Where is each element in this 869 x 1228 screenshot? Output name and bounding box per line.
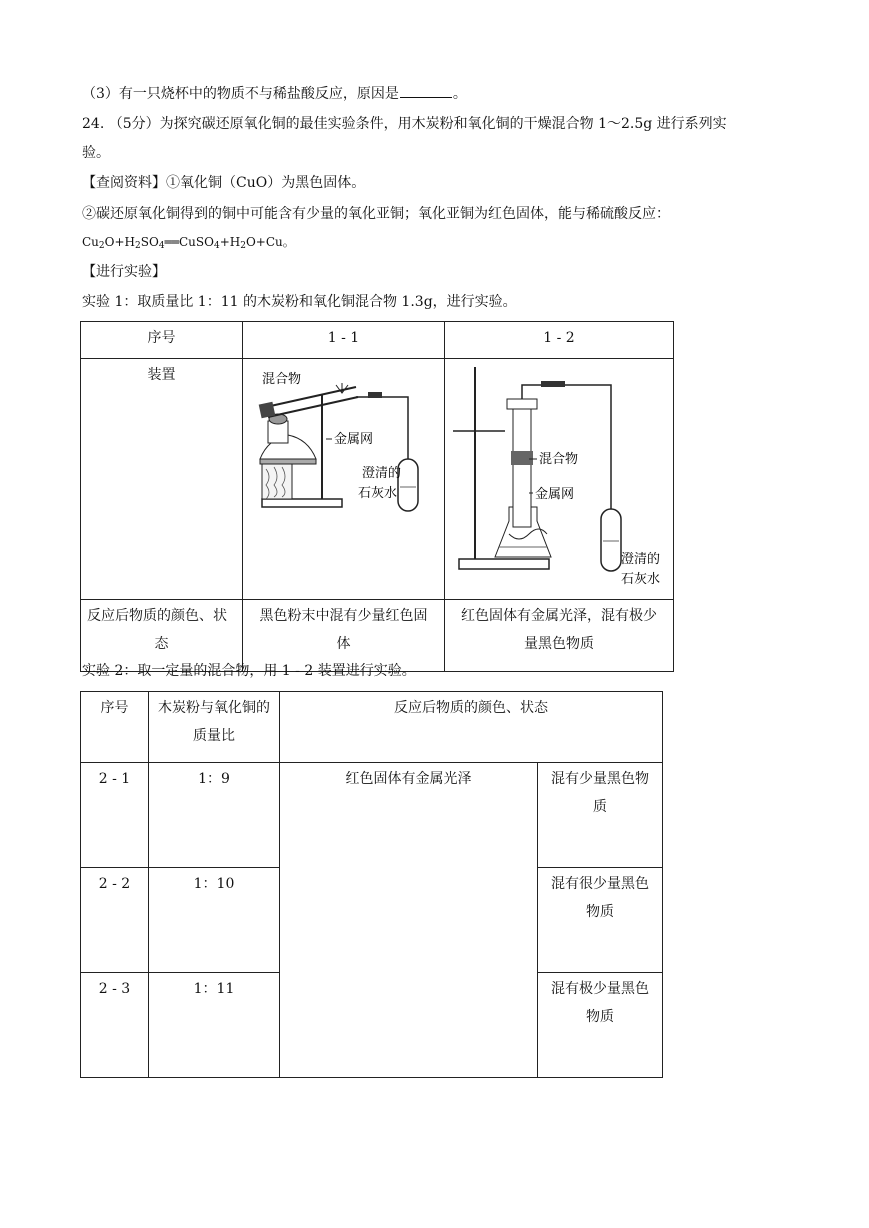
q23-item3 [82,83,467,104]
eq-part: O+H [104,235,136,249]
q23-item3-suffix: 。 [452,86,467,102]
table2-header-result: 反应后物质的颜色、状态 [280,692,663,763]
label-limewater-2: 石灰水 [621,572,661,587]
eq-sub: 4 [158,241,165,251]
table2-row-note-l2: 质 [593,799,607,815]
q24-exp2-intro: 实验 2：取一定量的混合物，用 1 - 2 装置进行实验。 [82,663,416,679]
eq-sub: 2 [240,241,246,251]
table2-row-id: 2 - 1 [81,763,149,868]
q23-item3-text: （3）有一只烧杯中的物质不与稀盐酸反应，原因是 [82,86,399,102]
table1-result-1-2 [445,600,674,672]
label-mixture: 混合物 [539,452,579,467]
table1-result-1-2-l1: 红色固体有金属光泽，混有极少 [461,608,657,624]
eq-part: +H [219,235,241,249]
label-metal-mesh: 金属网 [333,432,373,447]
eq-arrow: ══ [164,235,179,249]
table2-header-ratio [149,692,280,763]
table2-row-note-l1: 混有极少量黑色 [551,981,649,997]
eq-sub: 2 [98,241,105,251]
q24-info-line1: 【查阅资料】①氧化铜（CuO）为黑色固体。 [82,175,366,191]
eq-sub: 4 [213,241,220,251]
table1-result-label-l2: 态 [154,636,169,652]
table2-common-result: 红色固体有金属光泽 [280,763,538,1078]
label-limewater-2: 石灰水 [357,486,397,501]
q24-equation [82,232,295,256]
table1-result-label-l1: 反应后物质的颜色、状 [87,608,227,624]
eq-part: Cu [82,235,99,249]
apparatus-1-1-diagram [244,359,444,589]
eq-part: CuSO [179,235,214,249]
experiment2-table [80,691,663,1078]
table2-row-note [538,763,663,868]
experiment1-table [80,321,674,672]
table2-header-seq: 序号 [81,692,149,763]
apparatus-1-1 [243,359,445,600]
table1-header-1-2: 1 - 2 [445,322,674,359]
label-mixture: 混合物 [261,372,301,387]
table1-header-seq: 序号 [81,322,243,359]
answer-blank[interactable] [400,83,452,98]
label-limewater-1: 澄清的 [621,552,661,567]
table1-device-label: 装置 [81,359,243,600]
table1-result-1-1-l2: 体 [336,636,351,652]
table2-row-id: 2 - 3 [81,973,149,1078]
table2-row-note-l1: 混有很少量黑色 [551,876,649,892]
table1-result-1-1-l1: 黑色粉末中混有少量红色固 [259,608,428,624]
table2-row-note-l1: 混有少量黑色物 [551,771,649,787]
apparatus-1-2 [445,359,674,600]
q24-info-line2: ②碳还原氧化铜得到的铜中可能含有少量的氧化亚铜；氧化亚铜为红色固体，能与稀硫酸反应： [82,206,670,222]
q24-intro-line1: 24. （5分）为探究碳还原氧化铜的最佳实验条件，用木炭粉和氧化铜的干燥混合物 1～2.5g 进行系列实 [82,116,727,132]
q24-experiment-heading: 【进行实验】 [82,264,166,280]
table2-row-note-l2: 物质 [586,1009,614,1025]
table1-result-1-2-l2: 量黑色物质 [524,636,594,652]
table2-header-ratio-l2: 质量比 [193,728,235,744]
table2-row-note-l2: 物质 [586,904,614,920]
q24-exp1-intro: 实验 1：取质量比 1：11 的木炭粉和氧化铜混合物 1.3g，进行实验。 [82,294,517,310]
label-metal-mesh: 金属网 [535,487,575,502]
table2-row-ratio: 1：10 [149,868,280,973]
eq-part: SO [140,235,159,249]
eq-part: O+Cu。 [245,235,295,249]
table2-row-ratio: 1：9 [149,763,280,868]
q24-intro-line2: 验。 [82,145,110,161]
table2-row-note [538,868,663,973]
table2-row-id: 2 - 2 [81,868,149,973]
table2-row-note [538,973,663,1078]
table2-row-ratio: 1：11 [149,973,280,1078]
apparatus-1-2-diagram [445,359,673,589]
label-limewater-1: 澄清的 [361,466,401,481]
table1-header-1-1: 1 - 1 [243,322,445,359]
table2-header-ratio-l1: 木炭粉与氧化铜的 [158,700,270,716]
eq-sub: 2 [135,241,141,251]
